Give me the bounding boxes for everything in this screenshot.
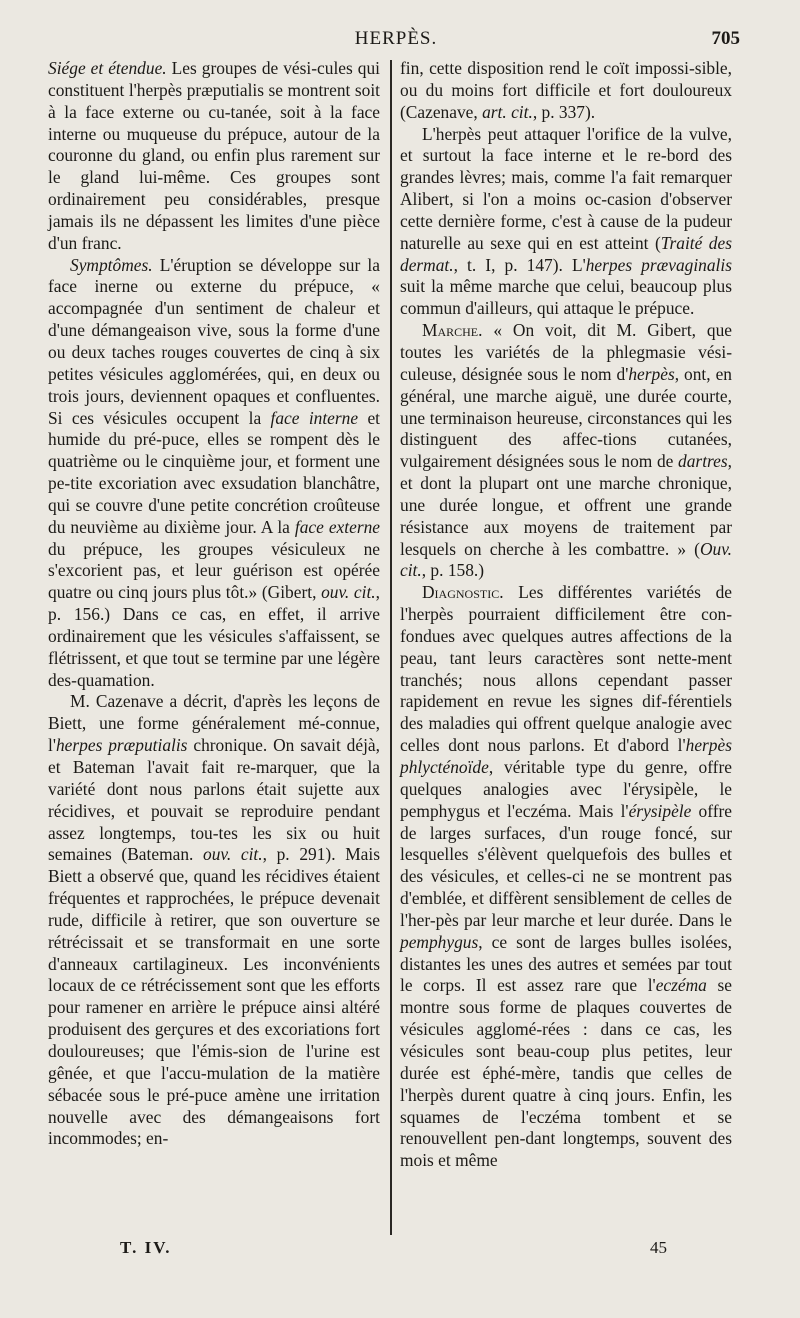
right-column — [400, 58, 732, 1172]
page-number: 705 — [711, 28, 740, 49]
section-head-marche: Marche. — [422, 320, 483, 341]
paragraph-vulve: L'herpès peut attaquer l'orifice de la vulve, et surtout la face interne et le re-bord des grandes lèvres; mais, comme l'a fait remarquer Alibert, si l'on a moins oc-casion d'observer cette dernière forme, c'est à cause de la pudeur naturelle au sexe qui en est atteint (Traité des dermat., t. I, p. 147). L'herpes prævaginalis suit la même marche que celui, beaucoup plus commun d'ailleurs, qui attaque le prépuce. — [400, 123, 732, 319]
section-head-symptomes: Symptômes. — [70, 254, 153, 275]
sheet-number: 45 — [650, 1238, 667, 1257]
paragraph-marche: Marche. « On voit, dit M. Gibert, que toutes les variétés de la phlegmasie vési-culeuse, désignée sous le nom d'herpès, ont, en général, une marche aiguë, une durée courte, une terminaison heureuse, circonstances qui les distinguent des affec-tions cutanées, vulgairement désignées sous le nom de dartres, et dont la plupart ont une marche chronique, une durée longue, et offrent une grande résistance aux moyens de traitement par lesquels on cherche à les combattre. » (Ouv. cit., p. 158.) — [400, 320, 732, 581]
running-header — [52, 28, 740, 54]
paragraph-siege: Siége et étendue. Les groupes de vési-cules qui constituent l'herpès præputialis se montrent soit à la face externe ou cu-tanée, soit à la face interne ou muqueuse du prépuce, autour de la couronne du gland, ou enfin plus rarement sur le gland lui-même. Ces groupes sont ordinairement peu considérables, presque jamais ils ne dépassent les limites d'une pièce d'un franc. — [48, 58, 380, 253]
paragraph-diagnostic: Diagnostic. Les différentes variétés de l'herpès pourraient difficilement être con-fondues avec quelques autres affections de la peau, tant leurs caractères sont nette-ment tranchés; nous allons cependant passer rapidement en revue les signes dif-férentiels des maladies qui offrent quelque analogie avec celles dont nous parlons. Et d'abord l'herpès phlycténoïde, véritable type du genre, offre quelques analogies avec l'érysipèle, le pemphygus et l'eczéma. Mais l'érysipèle offre de larges surfaces, d'un rouge foncé, sur lesquelles s'élèvent quelquefois des bulles et des vésicules, et celles-ci ne se montrent pas d'emblée, et diffèrent sensiblement de celles de l'her-pès par leur marche et leur durée. Dans le pemphygus, ce sont de larges bulles isolées, distantes les unes des autres et semées par tout le corps. Il est assez rare que l'eczéma se montre sous forme de plaques couvertes de vésicules agglomé-rées : dans ce cas, les vésicules sont beau-coup plus petites, leur durée est éphé-mère, tandis que celles de l'herpès durent quatre à cinq jours. Enfin, les squames de l'eczéma tombent et se renouvellent pen-dant longtemps, souvent des mois et même — [400, 582, 732, 1171]
section-head-siege: Siége et étendue. — [48, 58, 167, 78]
paragraph-cazenave: M. Cazenave a décrit, d'après les leçons de Biett, une forme généralement mé-connue, l'herpes præputialis chronique. On savait déjà, et Bateman l'avait fait re-marquer, que la variété dont nous parlons était sujette aux récidives, et pouvait se reproduire pendant assez longtemps, tou-tes les six ou huit semaines (Bateman. ouv. cit., p. 291). Mais Biett a observé que, quand les récidives étaient fréquentes et rapprochées, le prépuce devenait rude, difficile à retirer, que son ouverture se rétrécissait et se transformait en une sorte d'anneaux cartilagineux. Les inconvénients locaux de ce rétrécissement sont que les efforts pour ramener en arrière le prépuce ainsi altéré produisent des gerçures et des excoriations fort douloureuses; que l'émis-sion de l'urine est gênée, et que l'accu-mulation de la matière sébacée sous le pré-puce amène une irritation nouvelle avec des démangeaisons fort incommodes; en- — [48, 691, 380, 1149]
paragraph-continuation: fin, cette disposition rend le coït impossi-sible, ou du moins fort difficile et fort douloureux (Cazenave, art. cit., p. 337). — [400, 58, 732, 122]
column-divider — [390, 60, 392, 1235]
running-title: HERPÈS. — [354, 28, 438, 49]
paragraph-symptomes: Symptômes. L'éruption se développe sur la face inerne ou externe du prépuce, « accompagnée d'un sentiment de chaleur et d'une démangeaison vive, sous la forme d'une ou deux taches rouges couvertes de cinq à six petites vésicules agglomérées, qui, en deux ou trois jours, deviennent opaques et confluentes. Si ces vésicules occupent la face interne et humide du pré-puce, elles se rompent dès le quatrième ou le cinquième jour, et forment une pe-tite excoriation avec exsudation blanchâtre, qui se couvre d'une petite concrétion croûteuse du neuvième au dixième jour. A la face externe du prépuce, les groupes vésiculeux ne s'excorient pas, et leur guérison est opérée quatre ou cinq jours plus tôt.» (Gibert, ouv. cit., p. 156.) Dans ce cas, en effet, il arrive ordinairement que les vésicules s'affaissent, se flétrissent, et que tout se termine par une légère des-quamation. — [48, 254, 381, 690]
section-head-diagnostic: Diagnostic. — [422, 582, 504, 603]
volume-signature: T. IV. — [120, 1238, 172, 1257]
left-column — [48, 58, 380, 1150]
page-footer — [120, 1238, 740, 1260]
